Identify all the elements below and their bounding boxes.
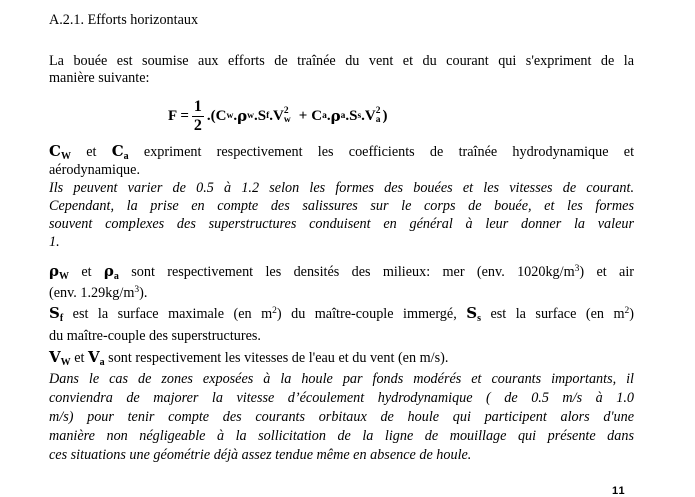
- rho-w-sub: W: [58, 271, 69, 282]
- speed-va-symbol: V: [87, 348, 100, 366]
- formula-lhs: F =: [168, 107, 189, 124]
- formula-velocity-a: V: [364, 107, 376, 124]
- surfaces-text-d: ): [629, 306, 634, 322]
- formula-velocity-a-sub: a: [375, 115, 381, 125]
- page-number: 11: [612, 485, 626, 497]
- densities-line-2-b: ).: [139, 285, 148, 301]
- rho-w-symbol: ρ: [49, 262, 59, 280]
- formula-rho-water: ρ: [237, 107, 248, 125]
- densities-line-1: [49, 263, 634, 281]
- italic-para1-line-2: Cependant, la prise en compte des salissures sur le corps de bouée, et les formes: [49, 198, 634, 214]
- formula-dot: .: [326, 107, 331, 124]
- densities-line-2: [49, 285, 634, 302]
- formula-denominator: 2: [193, 116, 202, 134]
- italic-para2-line-2: conviendra de majorer la vitesse d’écoulement hydrodynamique ( de 0.5 m/s à 1.0: [49, 390, 634, 406]
- densities-text-a: sont respectivement les densités des milieux: mer (env. 1020kg/m: [131, 264, 575, 280]
- surfaces-text-c: est la surface (en m: [490, 306, 625, 322]
- italic-para2-line-4: manière non négligeable à la sollicitation de la ligne de mouillage qui présente dans: [49, 428, 634, 444]
- densities-text-b: ) et air: [579, 264, 634, 280]
- formula-surface-s: .S: [345, 107, 358, 124]
- surfaces-sup-1: 2: [272, 306, 277, 316]
- formula-dot: .: [361, 107, 365, 124]
- intro-line-1: La bouée est soumise aux efforts de traînée du vent et du courant qui s'expriment de la: [49, 53, 634, 69]
- coeff-cw-sub: W: [60, 151, 71, 162]
- rho-a-sub: a: [113, 271, 119, 282]
- surface-ss-symbol: S: [466, 304, 478, 322]
- formula-dot: .: [233, 107, 238, 124]
- formula-velocity-w-sup: 2: [283, 106, 289, 116]
- formula-velocity-w-sub: w: [283, 115, 291, 125]
- formula-close-paren: ): [382, 107, 388, 124]
- coeffs-line-1-text: expriment respectivement les coefficients de traînée hydrodynamique et: [143, 144, 635, 160]
- densities-line-2-a: (env. 1.29kg/m: [49, 285, 135, 301]
- densities-sup: 3: [574, 264, 580, 274]
- italic-para2-line-3: m/s) pour tenir compte des courants orbitaux de houle qui participent alors d'une: [49, 409, 634, 425]
- speeds-text: sont respectivement les vitesses de l'eau et du vent (en m/s).: [108, 350, 449, 366]
- surfaces-line-1: [49, 305, 634, 323]
- surface-ss-sub: s: [477, 313, 481, 324]
- formula-plus: +: [298, 107, 308, 124]
- section-title: A.2.1. Efforts horizontaux: [49, 12, 199, 28]
- speeds-et: et: [74, 350, 85, 366]
- rho-a-symbol: ρ: [103, 262, 114, 280]
- densities-line-2-sup: 3: [134, 285, 140, 295]
- italic-para1-line-4: 1.: [49, 234, 60, 250]
- formula-term1-coef: (C: [210, 107, 227, 124]
- surface-sf-symbol: S: [49, 304, 60, 322]
- coeff-ca-sub: a: [123, 151, 129, 162]
- drag-force-formula: F = $\frac{1}{2}$ . (C w . ρ w .S f . V 2 w + C a . ρ a .S s . V 2 a ): [168, 97, 388, 134]
- italic-para2-line-1: Dans le cas de zones exposées à la houle par fonds modérés et courants importants, il: [49, 371, 634, 387]
- formula-velocity-a-sup: 2: [375, 106, 381, 116]
- speed-vw-sub: W: [60, 357, 71, 368]
- formula-dot: .: [269, 107, 273, 124]
- surfaces-text-b: ) du maître-couple immergé,: [276, 306, 457, 322]
- formula-dot: .: [206, 107, 211, 124]
- intro-line-2: manière suivante:: [49, 70, 150, 86]
- coeff-cw: C: [49, 142, 61, 160]
- italic-para2-line-5: ces situations une géométrie déjà assez tendue même en absence de houle.: [49, 447, 472, 463]
- formula-fraction: [192, 98, 204, 135]
- italic-para1-line-3: souvent complexes des superstructures conduisent en général à leur donner la valeur: [49, 216, 634, 232]
- coeffs-line-1: [49, 143, 634, 161]
- surfaces-text-a: est la surface maximale (en m: [72, 306, 273, 322]
- formula-surface-f: .S: [253, 107, 267, 124]
- coeffs-line-2: aérodynamique.: [49, 162, 140, 178]
- speed-vw-symbol: V: [49, 348, 61, 366]
- speeds-line: [49, 349, 634, 367]
- coeff-ca: C: [111, 142, 124, 160]
- formula-velocity-w: V: [272, 107, 284, 124]
- surface-sf-sub: f: [59, 313, 64, 324]
- surfaces-sup-2: 2: [624, 306, 630, 316]
- italic-para1-line-1: Ils peuvent varier de 0.5 à 1.2 selon les formes des bouées et les vitesses de courant.: [49, 180, 634, 196]
- speed-va-sub: a: [99, 357, 105, 368]
- surfaces-line-2: du maître-couple des superstructures.: [49, 328, 261, 344]
- coeffs-et: et: [86, 144, 97, 160]
- formula-rho-air: ρ: [330, 107, 341, 125]
- densities-et: et: [81, 264, 92, 280]
- formula-numerator: 1: [193, 97, 202, 115]
- formula-term2-coef: C: [311, 107, 323, 124]
